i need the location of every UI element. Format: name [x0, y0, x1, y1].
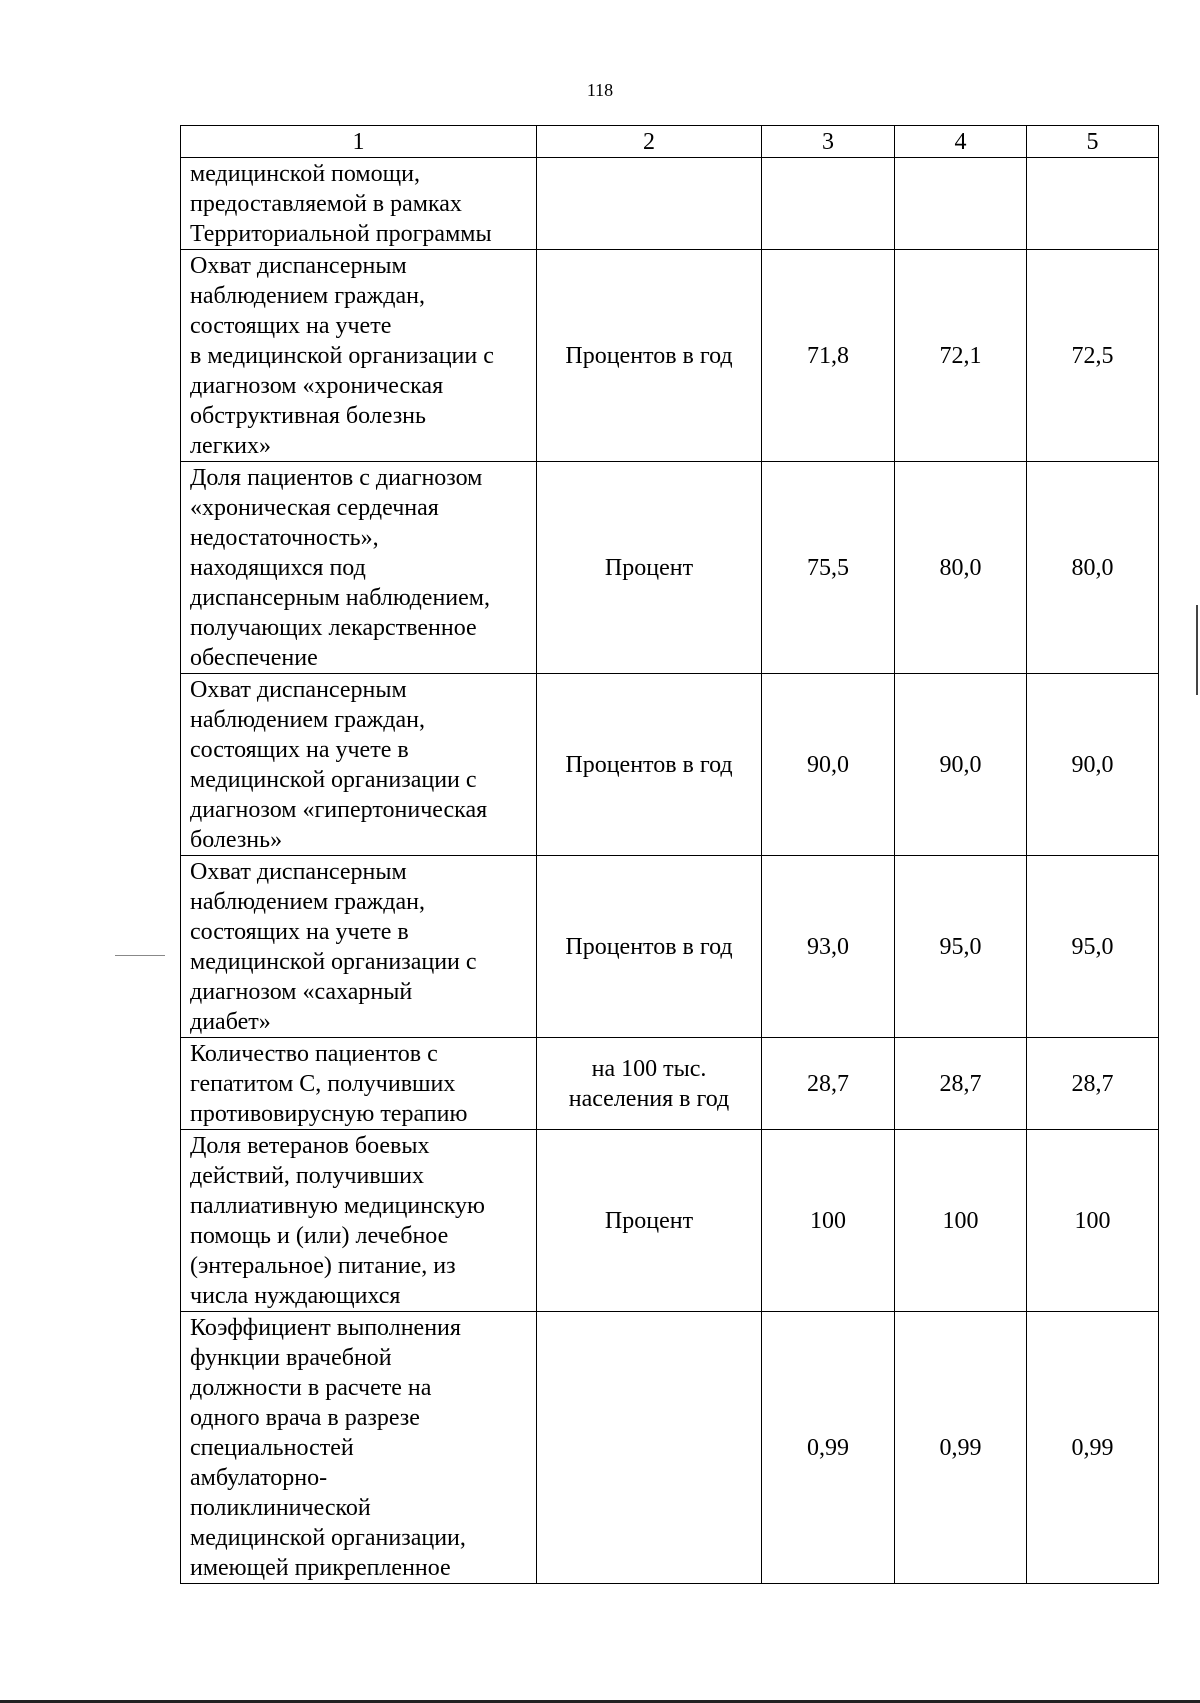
unit-cell: [537, 158, 762, 250]
indicator-name-cell: Количество пациентов с гепатитом С, получивших противовирусную терапию: [181, 1038, 537, 1130]
table-row: [181, 158, 1159, 250]
table-row: [181, 250, 1159, 462]
indicators-table: [180, 125, 1159, 1584]
page-number: 118: [586, 80, 614, 100]
column-header-2: 2: [537, 126, 762, 158]
table-row: [181, 1312, 1159, 1584]
unit-cell: на 100 тыс. населения в год: [537, 1038, 762, 1130]
value-col4-cell: 0,99: [895, 1312, 1027, 1584]
value-col3-cell: 93,0: [762, 856, 895, 1038]
indicator-name-cell: Охват диспансерным наблюдением граждан, состоящих на учете в медицинской организации с диагнозом «хроническая обструктивная болезнь легких»: [181, 250, 537, 462]
scan-artifact-line: [115, 955, 165, 956]
value-col4-cell: 90,0: [895, 674, 1027, 856]
indicator-name-cell: медицинской помощи, предоставляемой в рамках Территориальной программы: [181, 158, 537, 250]
value-col5-cell: 72,5: [1027, 250, 1159, 462]
column-header-4: 4: [895, 126, 1027, 158]
column-header-3: 3: [762, 126, 895, 158]
unit-cell: [537, 1312, 762, 1584]
unit-cell: Процент: [537, 1130, 762, 1312]
value-col3-cell: 75,5: [762, 462, 895, 674]
table-header-row: [181, 126, 1159, 158]
table-body: [181, 158, 1159, 1584]
value-col4-cell: 80,0: [895, 462, 1027, 674]
table-row: [181, 462, 1159, 674]
value-col5-cell: 90,0: [1027, 674, 1159, 856]
value-col5-cell: 0,99: [1027, 1312, 1159, 1584]
table-row: [181, 1038, 1159, 1130]
unit-cell: Процентов в год: [537, 856, 762, 1038]
table-row: [181, 856, 1159, 1038]
indicator-name-cell: Охват диспансерным наблюдением граждан, состоящих на учете в медицинской организации с диагнозом «гипертоническая болезнь»: [181, 674, 537, 856]
value-col4-cell: 28,7: [895, 1038, 1027, 1130]
value-col3-cell: 90,0: [762, 674, 895, 856]
value-col3-cell: 71,8: [762, 250, 895, 462]
unit-cell: Процентов в год: [537, 674, 762, 856]
column-header-1: 1: [181, 126, 537, 158]
value-col4-cell: 100: [895, 1130, 1027, 1312]
value-col4-cell: [895, 158, 1027, 250]
value-col5-cell: 28,7: [1027, 1038, 1159, 1130]
scan-artifact-line: [1196, 605, 1198, 695]
value-col3-cell: 28,7: [762, 1038, 895, 1130]
unit-cell: Процентов в год: [537, 250, 762, 462]
indicator-name-cell: Доля ветеранов боевых действий, получивших паллиативную медицинскую помощь и (или) лечебное (энтеральное) питание, из числа нуждающихся: [181, 1130, 537, 1312]
value-col3-cell: [762, 158, 895, 250]
indicator-name-cell: Доля пациентов с диагнозом «хроническая сердечная недостаточность», находящихся под диспансерным наблюдением, получающих лекарственное обеспечение: [181, 462, 537, 674]
value-col5-cell: [1027, 158, 1159, 250]
indicator-name-cell: Коэффициент выполнения функции врачебной должности в расчете на одного врача в разрезе специальностей амбулаторно- поликлинической медицинской организации, имеющей прикрепленное: [181, 1312, 537, 1584]
value-col5-cell: 95,0: [1027, 856, 1159, 1038]
value-col3-cell: 0,99: [762, 1312, 895, 1584]
unit-cell: Процент: [537, 462, 762, 674]
table-row: [181, 674, 1159, 856]
value-col4-cell: 72,1: [895, 250, 1027, 462]
value-col5-cell: 80,0: [1027, 462, 1159, 674]
table-row: [181, 1130, 1159, 1312]
column-header-5: 5: [1027, 126, 1159, 158]
value-col5-cell: 100: [1027, 1130, 1159, 1312]
value-col3-cell: 100: [762, 1130, 895, 1312]
indicator-name-cell: Охват диспансерным наблюдением граждан, состоящих на учете в медицинской организации с диагнозом «сахарный диабет»: [181, 856, 537, 1038]
value-col4-cell: 95,0: [895, 856, 1027, 1038]
